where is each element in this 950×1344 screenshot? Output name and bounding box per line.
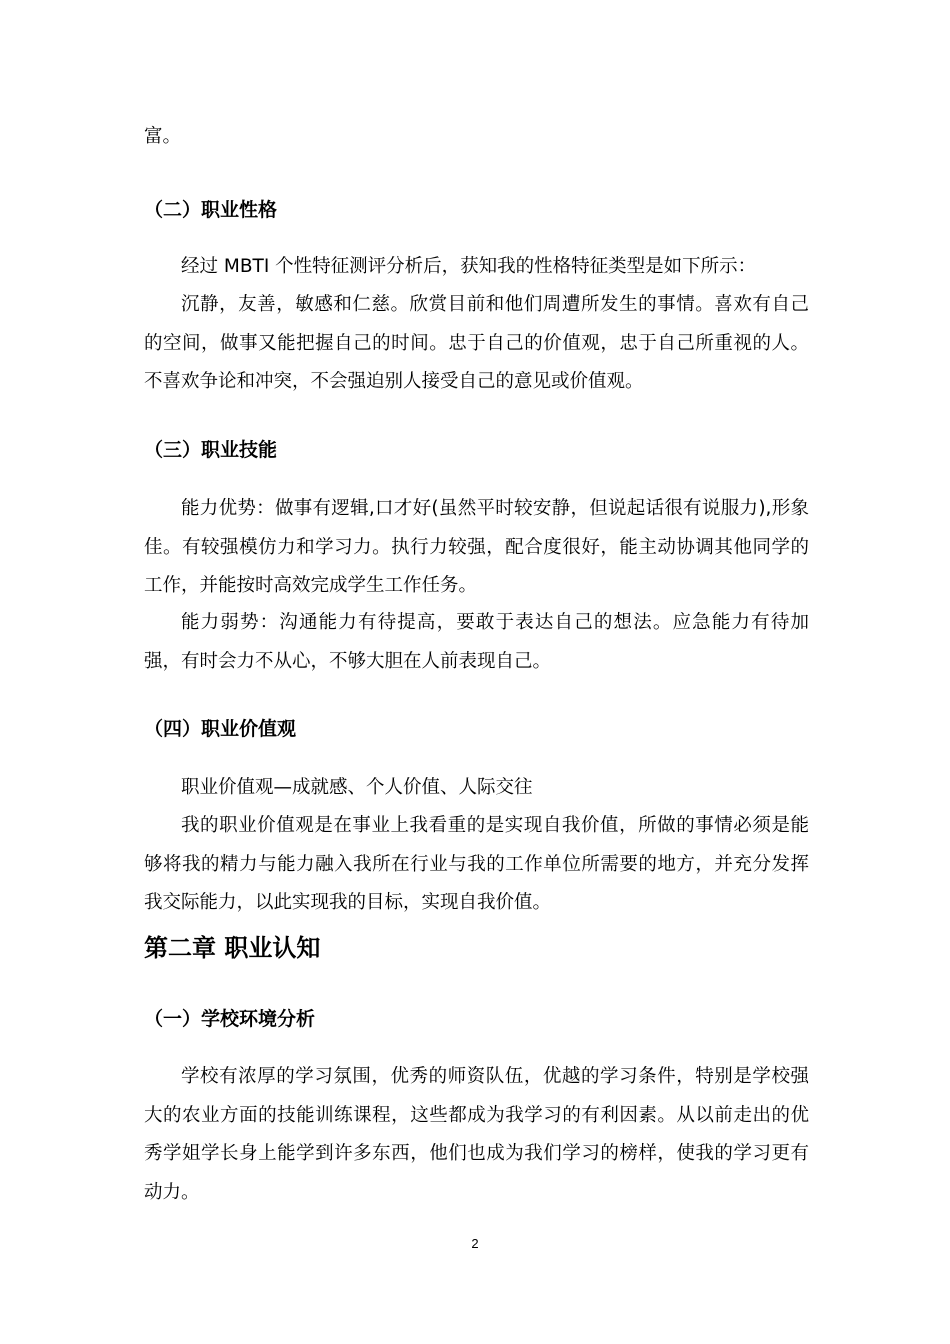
paragraph-strengths: 能力优势：做事有逻辑,口才好(虽然平时较安静，但说起话很有说服力),形象佳。有较强模仿力和学习力。执行力较强，配合度很好，能主动协调其他同学的工作，并能按时高效完成学生工作任务。 <box>144 498 809 596</box>
paragraph-weaknesses: 能力弱势：沟通能力有待提高，要敢于表达自己的想法。应急能力有待加强，有时会力不从心，不够大胆在人前表现自己。 <box>144 612 809 672</box>
paragraph-values-summary: 职业价值观—成就感、个人价值、人际交往 <box>181 777 533 798</box>
chapter-heading: 第二章 职业认知 <box>144 934 321 962</box>
section-heading-school-environment: （一）学校环境分析 <box>144 1008 316 1030</box>
section-heading-career-personality: （二）职业性格 <box>144 199 278 221</box>
page-number: 2 <box>471 1236 479 1251</box>
paragraph-continuation: 富。 <box>144 126 182 147</box>
section-heading-career-skills: （三）职业技能 <box>144 439 278 461</box>
section-heading-career-values: （四）职业价值观 <box>144 718 297 740</box>
paragraph-school-environment: 学校有浓厚的学习氛围，优秀的师资队伍，优越的学习条件，特别是学校强大的农业方面的技能训练课程，这些都成为我学习的有利因素。从以前走出的优秀学姐学长身上能学到许多东西，他们也成为我们学习的榜样，使我的学习更有动力。 <box>144 1066 809 1203</box>
paragraph-mbti-intro: 经过 MBTI 个性特征测评分析后，获知我的性格特征类型是如下所示： <box>181 256 757 277</box>
paragraph-personality-traits: 沉静，友善，敏感和仁慈。欣赏目前和他们周遭所发生的事情。喜欢有自己的空间，做事又能把握自己的时间。忠于自己的价值观，忠于自己所重视的人。不喜欢争论和冲突，不会强迫别人接受自己的意见或价值观。 <box>144 294 809 392</box>
paragraph-values-detail: 我的职业价值观是在事业上我看重的是实现自我价值，所做的事情必须是能够将我的精力与能力融入我所在行业与我的工作单位所需要的地方，并充分发挥我交际能力，以此实现我的目标，实现自我价值。 <box>144 815 809 913</box>
